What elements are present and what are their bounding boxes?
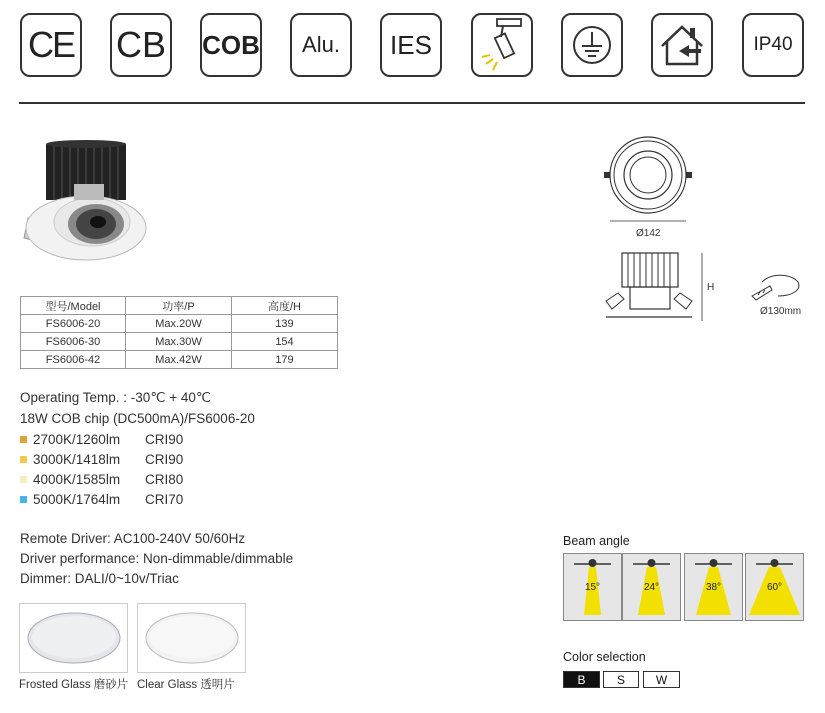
header-height: 高度/H xyxy=(232,297,338,315)
diameter-label: Ø142 xyxy=(636,228,661,239)
cell-model: FS6006-20 xyxy=(21,315,126,333)
color-selection-title: Color selection xyxy=(563,650,646,664)
beam-angle-label: 60° xyxy=(766,582,783,593)
cb-label: CB xyxy=(115,24,166,65)
cct-option xyxy=(20,452,183,467)
beam-angle-24 xyxy=(622,553,681,621)
ies-mark-icon xyxy=(380,13,442,77)
cct-cri: CRI80 xyxy=(145,472,184,487)
cct-lumen: 3000K/1418lm xyxy=(33,452,121,467)
cct-lumen: 4000K/1585lm xyxy=(33,472,121,487)
ip-label: IP40 xyxy=(753,34,793,55)
cell-model: FS6006-42 xyxy=(21,351,126,369)
cct-option xyxy=(20,472,183,487)
beam-angle-15 xyxy=(563,553,622,621)
header-power: 功率/P xyxy=(126,297,232,315)
table-header-row xyxy=(21,297,338,315)
cell-height: 154 xyxy=(232,333,338,351)
beam-angle-60 xyxy=(745,553,804,621)
beam-angle-label: 38° xyxy=(705,582,722,593)
side-view-drawing xyxy=(600,247,715,327)
frosted-glass-image xyxy=(19,603,128,673)
clear-glass-image xyxy=(137,603,246,673)
cct-cri: CRI90 xyxy=(145,432,184,447)
table-row xyxy=(21,315,338,333)
cell-height: 179 xyxy=(232,351,338,369)
cutout-label: Ø130mm xyxy=(760,306,802,317)
cct-cri: CRI70 xyxy=(145,492,184,507)
aluminium-mark-icon xyxy=(290,13,352,77)
height-label: H xyxy=(707,282,715,293)
color-option-label: S xyxy=(616,672,625,687)
alu-label: Alu. xyxy=(302,32,340,57)
color-option-silver[interactable] xyxy=(603,671,639,688)
color-option-label: W xyxy=(655,672,668,687)
cell-power: Max.30W xyxy=(126,333,232,351)
frosted-glass-label: Frosted Glass 磨砂片 xyxy=(19,679,129,691)
cb-mark-icon xyxy=(110,13,172,77)
cct-swatch xyxy=(20,456,27,463)
cct-swatch xyxy=(20,476,27,483)
cell-height: 139 xyxy=(232,315,338,333)
dimmer-text: Dimmer: DALI/0~10v/Triac xyxy=(20,571,179,586)
cell-model: FS6006-30 xyxy=(21,333,126,351)
beam-angle-label: 15° xyxy=(584,582,601,593)
beam-angle-label: 24° xyxy=(643,582,660,593)
operating-temp-text: Operating Temp. : -30℃ + 40℃ xyxy=(20,390,212,405)
beam-angle-38 xyxy=(684,553,743,621)
clear-glass-label: Clear Glass 透明片 xyxy=(137,679,235,691)
table-row xyxy=(21,351,338,369)
cct-option xyxy=(20,432,183,447)
cct-swatch xyxy=(20,496,27,503)
cct-cri: CRI90 xyxy=(145,452,184,467)
cct-option xyxy=(20,492,183,507)
color-option-label: B xyxy=(577,672,586,687)
indoor-use-icon xyxy=(651,13,713,77)
cct-lumen: 5000K/1764lm xyxy=(33,492,121,507)
ce-mark-icon xyxy=(20,13,82,77)
cell-power: Max.42W xyxy=(126,351,232,369)
remote-driver-text: Remote Driver: AC100-240V 50/60Hz xyxy=(20,531,246,546)
chip-text: 18W COB chip (DC500mA)/FS6006-20 xyxy=(20,411,255,426)
header-divider xyxy=(19,102,805,104)
color-option-black[interactable] xyxy=(563,671,600,688)
cob-label: COB xyxy=(202,29,260,60)
protective-earth-icon xyxy=(561,13,623,77)
spec-table xyxy=(20,296,338,369)
cct-swatch xyxy=(20,436,27,443)
ies-label: IES xyxy=(390,29,432,60)
driver-performance-text: Driver performance: Non-dimmable/dimmable xyxy=(20,551,294,566)
adjustable-spotlight-icon xyxy=(471,13,533,77)
cct-lumen: 2700K/1260lm xyxy=(33,432,121,447)
header-model: 型号/Model xyxy=(21,297,126,315)
beam-angle-title: Beam angle xyxy=(563,534,630,548)
ce-label: CE xyxy=(27,24,74,65)
color-option-white[interactable] xyxy=(643,671,680,688)
table-row xyxy=(21,333,338,351)
top-view-drawing xyxy=(600,135,700,225)
downlight-product-image xyxy=(18,140,158,265)
ip-rating-icon xyxy=(742,13,804,77)
cell-power: Max.20W xyxy=(126,315,232,333)
cob-mark-icon xyxy=(200,13,262,77)
cutout-icon xyxy=(748,272,803,304)
